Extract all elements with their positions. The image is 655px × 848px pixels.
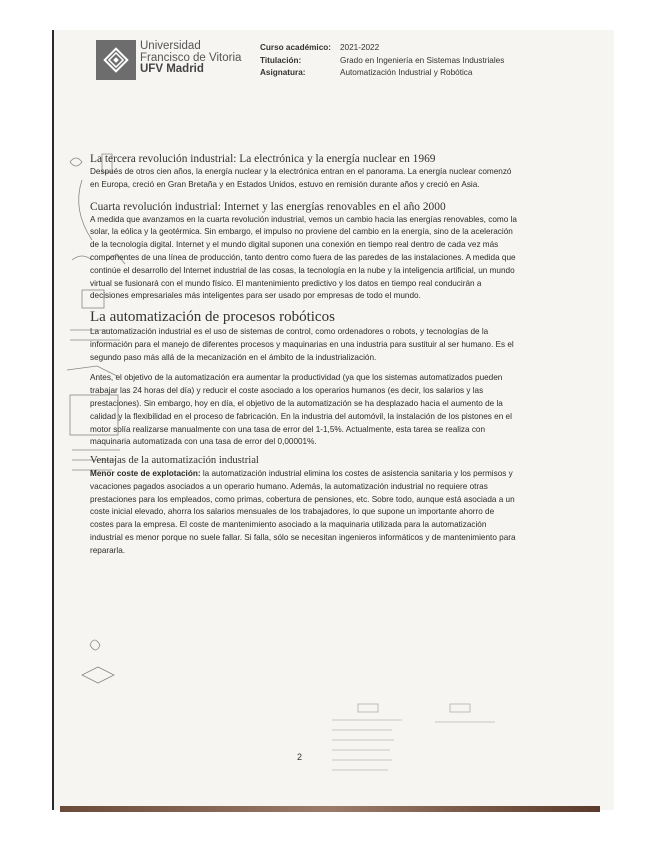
meta-value: Automatización Industrial y Robótica xyxy=(340,68,473,77)
meta-row xyxy=(260,42,504,55)
ventajas-label: Menor coste de explotación: xyxy=(90,468,201,478)
heading-ventajas: Ventajas de la automatización industrial xyxy=(90,455,259,467)
page-number: 2 xyxy=(297,752,303,762)
heading-automatizacion: La automatización de procesos robóticos xyxy=(90,309,335,326)
university-name xyxy=(140,41,241,76)
meta-value: Grado en Ingeniería en Sistemas Industriales xyxy=(340,55,505,65)
paragraph-ventajas xyxy=(90,468,520,558)
university-line-3: UFV Madrid xyxy=(140,63,204,75)
meta-label: Asignatura: xyxy=(260,68,306,77)
university-logo-icon xyxy=(96,40,136,80)
meta-label: Titulación: xyxy=(260,55,302,65)
document-body xyxy=(90,120,520,558)
page-bottom-edge xyxy=(60,806,600,812)
heading-cuarta-revolucion: Cuarta revolución industrial: Internet y las energías renovables en el año 2000 xyxy=(90,200,446,213)
meta-row xyxy=(260,55,504,68)
ventajas-text: la automatización industrial elimina los costes de asistencia sanitaria y los permisos y vacaciones pagados asociados a un operario humano. Además, la automatización industrial no requiere otras prestaciones para los empleados, como primas, cobertura de pensiones, etc. Sobre todo, aunque está asociada a un coste inicial elevado, ahorra los salarios mensuales de los trabajadores, lo que supone un importante ahorro de costes para la empresa. El coste de mantenimiento asociado a la maquinaria utilizada para la automatización industrial es menor porque no suele fallar. Si falla, sólo se necesitan ingenieros informáticos y de mantenimiento para repararla. xyxy=(90,468,516,555)
meta-label: Curso académico: xyxy=(260,43,331,52)
meta-row xyxy=(260,67,504,80)
heading-tercera-revolucion: La tercera revolución industrial: La electrónica y la energía nuclear en 1969 xyxy=(90,153,436,165)
paragraph-automatizacion-1: La automatización industrial es el uso de sistemas de control, como ordenadores o robots, y tecnologías de la información para el manejo de diferentes procesos y maquinarias en una industria para sustituir al ser humano. Es el segundo paso más allá de la mecanización en el ámbito de la industrialización. xyxy=(90,326,514,362)
paragraph-automatizacion-2: Antes, el objetivo de la automatización era aumentar la productividad (ya que los sistemas automatizados pueden trabajar las 24 horas del día) y reducir el coste asociado a los operarios humanos (es decir, los salarios y las prestaciones). Sin embargo, hoy en día, el objetivo de la automatización se ha desplazado hacia el aumento de la calidad y la flexibilidad en el proceso de fabricación. En la industria del automóvil, la instalación de los pistones en el motor solía realizarse manualmente con una tasa de error del 1-1,5%. Actualmente, esta tarea se realiza con maquinaria automatizada con una tasa de error del 0,00001%. xyxy=(90,373,512,447)
meta-value: 2021-2022 xyxy=(340,43,380,52)
university-line-1: Universidad xyxy=(140,40,201,52)
university-line-2: Francisco de Vitoria xyxy=(140,51,242,64)
handwritten-notes-bottom-icon xyxy=(330,700,510,780)
paragraph-tercera-revolucion: Después de otros cien años, la energía nuclear y la electrónica entran en el panorama. La energía nuclear comenzó en Europa, creció en Gran Bretaña y en Estados Unidos, estuvo en remisión durante años y creció en Asia. xyxy=(90,167,512,189)
course-metadata xyxy=(260,42,504,80)
paragraph-cuarta-revolucion: A medida que avanzamos en la cuarta revolución industrial, vemos un cambio hacia las energías renovables, como la solar, la eólica y la geotérmica. Sin embargo, el impulso no proviene del cambio en la energía, sino de la aceleración de la tecnología digital. Internet y el mundo digital suponen una conexión en tiempo real dentro de cada vez más componentes de una línea de producción, tanto dentro como fuera de las paredes de las instalaciones. A medida que continúe el desarrollo del Internet industrial de las cosas, la tecnología en la nube y la inteligencia artificial, un mundo virtual se fusionará con el mundo físico. El mantenimiento predictivo y los datos en tiempo real conducirán a decisiones empresariales más inteligentes para ser usado por empresas de todo el mundo. xyxy=(90,214,517,301)
